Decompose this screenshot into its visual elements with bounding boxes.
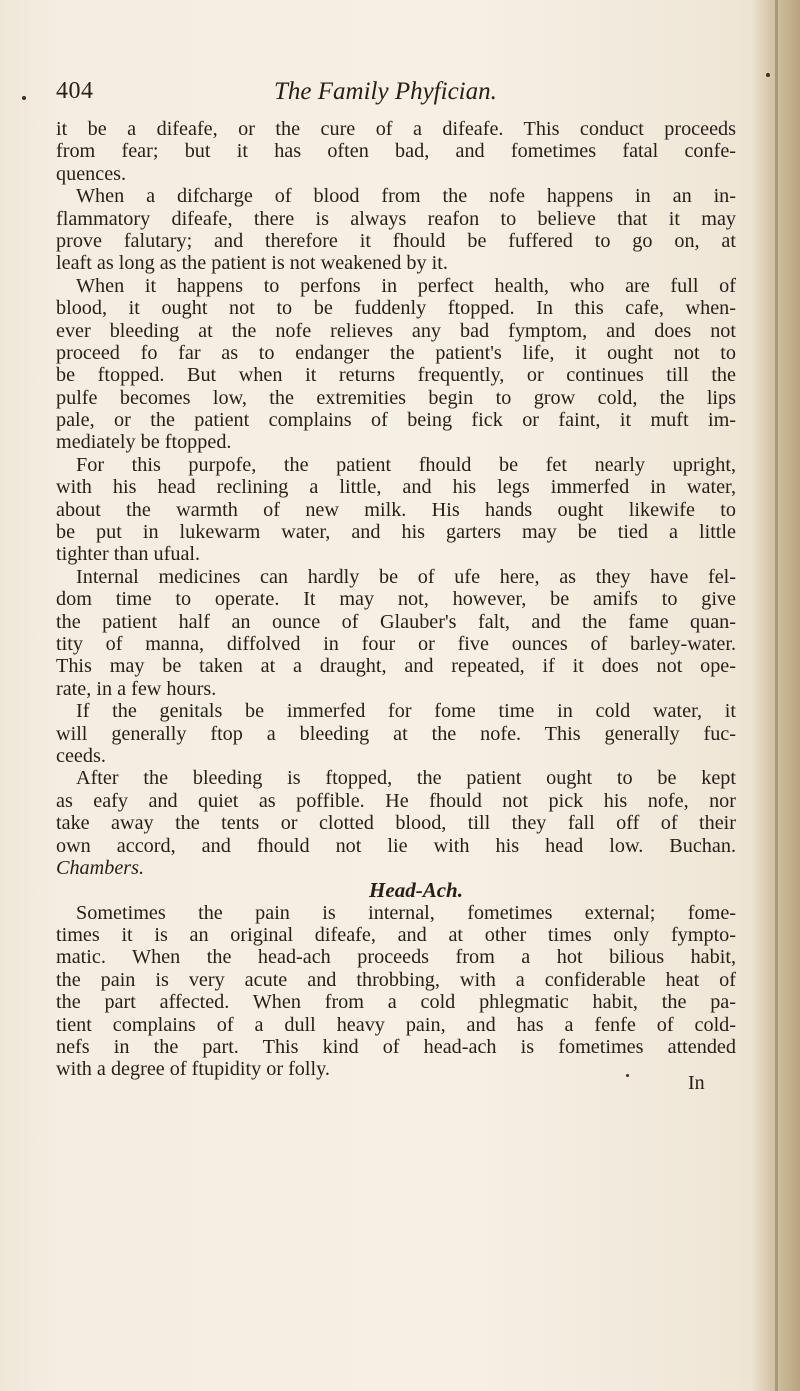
ink-speck — [766, 73, 770, 77]
text-line: times it is an original difeafe, and at other times only fympto- — [56, 924, 736, 947]
text-line: mediately be ftopped. — [56, 431, 232, 454]
text-line: prove falutary; and therefore it fhould be fuffered to go on, at — [56, 229, 736, 252]
page-number: 404 — [56, 78, 94, 104]
text-line: matic. When the head-ach proceeds from a hot bilious habit, — [56, 946, 736, 969]
text-line: When a difcharge of blood from the nofe happens in an in- — [76, 185, 736, 208]
text-line: will generally ftop a bleeding at the nofe. This generally fuc- — [56, 722, 736, 745]
text-line: ever bleeding at the nofe relieves any bad fymptom, and does not — [56, 319, 736, 342]
text-line: Sometimes the pain is internal, fometimes external; fome- — [76, 901, 736, 924]
ink-speck — [22, 96, 26, 100]
text-line: tient complains of a dull heavy pain, and has a fenfe of cold- — [56, 1013, 736, 1036]
text-line: the patient half an ounce of Glauber's falt, and the fame quan- — [56, 610, 736, 633]
text-line: be ftopped. But when it returns frequently, or continues till the — [56, 364, 736, 387]
text-line: from fear; but it has often bad, and fometimes fatal confe- — [56, 140, 736, 163]
text-line: nefs in the part. This kind of head-ach is fometimes attended — [56, 1036, 736, 1059]
text-line: pulfe becomes low, the extremities begin to grow cold, the lips — [56, 386, 736, 409]
text-line: be put in lukewarm water, and his garters may be tied a little — [56, 521, 736, 544]
text-line: flammatory difeafe, there is always reafon to believe that it may — [56, 207, 736, 230]
text-line: dom time to operate. It may not, however, be amifs to give — [56, 588, 736, 611]
text-line: blood, it ought not to be fuddenly ftopped. In this cafe, when- — [56, 297, 736, 320]
text-line: If the genitals be immerfed for fome time in cold water, it — [76, 700, 736, 723]
text-line: as eafy and quiet as poffible. He fhould not pick his nofe, nor — [56, 789, 736, 812]
body-text — [56, 118, 736, 1081]
text-line: proceed fo far as to endanger the patient's life, it ought not to — [56, 341, 736, 364]
text-line: rate, in a few hours. — [56, 677, 217, 700]
text-line: For this purpofe, the patient fhould be fet nearly upright, — [76, 453, 736, 476]
text-line: tighter than ufual. — [56, 543, 201, 566]
text-line: After the bleeding is ftopped, the patient ought to be kept — [76, 767, 736, 790]
text-line: with his head reclining a little, and his legs immerfed in water, — [56, 476, 736, 499]
text-line: the pain is very acute and throbbing, with a confiderable heat of — [56, 968, 736, 991]
text-line: it be a difeafe, or the cure of a difeafe. This conduct proceeds — [56, 118, 736, 140]
running-head: The Family Phyfician. — [274, 78, 497, 105]
catchword: In — [688, 1072, 705, 1094]
text-line: the part affected. When from a cold phlegmatic habit, the pa- — [56, 991, 736, 1014]
text-line: This may be taken at a draught, and repeated, if it does not ope- — [56, 655, 736, 678]
section-heading: Head-Ach. — [369, 878, 463, 903]
text-line: leaft as long as the patient is not weakened by it. — [56, 252, 448, 275]
text-line: take away the tents or clotted blood, till they fall off of their — [56, 812, 736, 835]
text-line: own accord, and fhould not lie with his head low. Buchan. — [56, 834, 736, 857]
text-line: pale, or the patient complains of being fick or faint, it muft im- — [56, 409, 736, 432]
text-line: When it happens to perfons in perfect health, who are full of — [76, 274, 736, 297]
text-line: about the warmth of new milk. His hands ought likewife to — [56, 498, 736, 521]
page-edge — [775, 0, 778, 1391]
text-line: Chambers. — [56, 856, 145, 879]
page-header — [56, 78, 736, 114]
text-line: with a degree of ftupidity or folly. — [56, 1058, 330, 1081]
text-line: tity of manna, diffolved in four or five ounces of barley-water. — [56, 632, 736, 655]
text-line: Internal medicines can hardly be of ufe here, as they have fel- — [76, 565, 736, 588]
text-line: quences. — [56, 162, 127, 185]
text-line: ceeds. — [56, 744, 106, 767]
ink-speck — [626, 1074, 629, 1077]
